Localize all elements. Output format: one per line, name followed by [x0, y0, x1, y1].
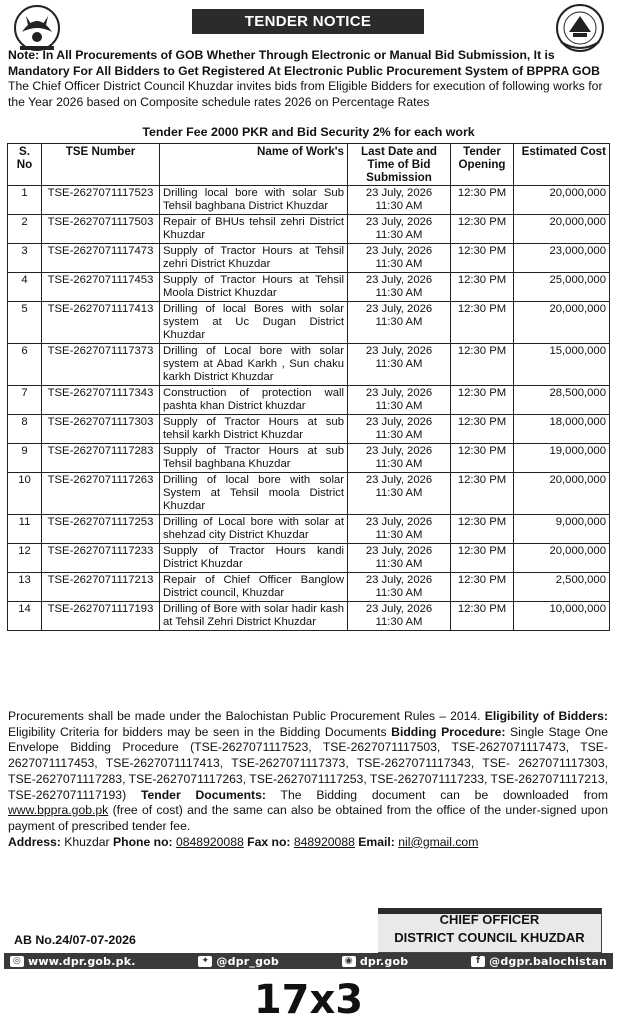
- ab-number: AB No.24/07-07-2026: [14, 933, 136, 947]
- cell-work-name: Drilling of Local bore with solar at shehzad city District Khuzdar: [160, 515, 348, 544]
- cell-estimated-cost: 19,000,000: [514, 444, 610, 473]
- bid-date: 23 July, 2026: [365, 345, 433, 357]
- table-header-row: [8, 144, 610, 186]
- cell-work-name: Supply of Tractor Hours at Tehsil Moola District Khuzdar: [160, 273, 348, 302]
- cell-tse-number: TSE-2627071117303: [42, 415, 160, 444]
- address-label: Address:: [8, 834, 61, 849]
- cell-work-name: Drilling of local bore with solar System at Tehsil moola District Khuzdar: [160, 473, 348, 515]
- cell-last-date: [348, 273, 451, 302]
- cell-tender-opening: 12:30 PM: [451, 444, 514, 473]
- cell-work-name: Drilling of Bore with solar hadir kash at Tehsil Zehri District Khuzdar: [160, 602, 348, 631]
- footer-web[interactable]: [10, 955, 136, 968]
- instagram-icon: ◉: [342, 956, 356, 967]
- cell-tender-opening: 12:30 PM: [451, 544, 514, 573]
- cell-last-date: [348, 515, 451, 544]
- footer-web-text: www.dpr.gob.pk.: [28, 954, 136, 968]
- cell-sno: 9: [8, 444, 42, 473]
- cell-tender-opening: 12:30 PM: [451, 186, 514, 215]
- bid-date: 23 July, 2026: [365, 603, 433, 615]
- cell-sno: 1: [8, 186, 42, 215]
- cell-work-name: Drilling of Local bore with solar system at Abad Karkh , Sun chaku karkh District Khuzdar: [160, 344, 348, 386]
- cell-last-date: [348, 602, 451, 631]
- cell-tender-opening: 12:30 PM: [451, 244, 514, 273]
- procedure-text: [8, 709, 608, 850]
- cell-estimated-cost: 28,500,000: [514, 386, 610, 415]
- bid-time: 11:30 AM: [375, 258, 423, 270]
- footer-facebook-text: @dgpr.balochistan: [489, 954, 607, 968]
- bid-date: 23 July, 2026: [365, 445, 433, 457]
- bid-time: 11:30 AM: [375, 529, 423, 541]
- cell-work-name: Supply of Tractor Hours at sub Tehsil baghbana Khuzdar: [160, 444, 348, 473]
- cell-estimated-cost: 20,000,000: [514, 544, 610, 573]
- bid-date: 23 July, 2026: [365, 545, 433, 557]
- bid-time: 11:30 AM: [375, 558, 423, 570]
- cell-tender-opening: 12:30 PM: [451, 515, 514, 544]
- cell-tse-number: TSE-2627071117263: [42, 473, 160, 515]
- bid-time: 11:30 AM: [375, 487, 423, 499]
- cell-tender-opening: 12:30 PM: [451, 602, 514, 631]
- footer-facebook[interactable]: [471, 955, 607, 968]
- eligibility-label: Eligibility of Bidders:: [484, 709, 608, 723]
- bid-time: 11:30 AM: [375, 587, 423, 599]
- header-tse-number: TSE Number: [42, 144, 160, 186]
- cell-sno: 12: [8, 544, 42, 573]
- fax-value[interactable]: 848920088: [293, 834, 355, 849]
- email-label: Email:: [358, 834, 395, 849]
- cell-work-name: Drilling of local Bores with solar system at Uc Dugan District Khuzdar: [160, 302, 348, 344]
- cell-estimated-cost: 2,500,000: [514, 573, 610, 602]
- table-row: [8, 602, 610, 631]
- bid-time: 11:30 AM: [375, 458, 423, 470]
- cell-tender-opening: 12:30 PM: [451, 215, 514, 244]
- table-row: [8, 573, 610, 602]
- cell-tse-number: TSE-2627071117373: [42, 344, 160, 386]
- district-council-seal: [549, 2, 611, 54]
- cell-estimated-cost: 25,000,000: [514, 273, 610, 302]
- cell-tender-opening: 12:30 PM: [451, 273, 514, 302]
- cell-last-date: [348, 244, 451, 273]
- cell-estimated-cost: 18,000,000: [514, 415, 610, 444]
- cell-sno: 3: [8, 244, 42, 273]
- cell-tse-number: TSE-2627071117233: [42, 544, 160, 573]
- table-row: [8, 244, 610, 273]
- cell-last-date: [348, 302, 451, 344]
- cell-last-date: [348, 473, 451, 515]
- table-row: [8, 302, 610, 344]
- bid-time: 11:30 AM: [375, 316, 423, 328]
- cell-estimated-cost: 20,000,000: [514, 473, 610, 515]
- header-estimated-cost: Estimated Cost: [514, 144, 610, 186]
- cell-tse-number: TSE-2627071117283: [42, 444, 160, 473]
- cell-sno: 4: [8, 273, 42, 302]
- fax-label: Fax no:: [247, 834, 291, 849]
- government-logo: [6, 2, 68, 54]
- bid-date: 23 July, 2026: [365, 274, 433, 286]
- table-row: [8, 344, 610, 386]
- cell-sno: 7: [8, 386, 42, 415]
- cell-tse-number: TSE-2627071117523: [42, 186, 160, 215]
- cell-estimated-cost: 10,000,000: [514, 602, 610, 631]
- header-sno: S. No: [8, 144, 42, 186]
- signature-block: [378, 908, 602, 953]
- bid-date: 23 July, 2026: [365, 303, 433, 315]
- header-last-date: Last Date and Time of Bid Submission: [348, 144, 451, 186]
- cell-tse-number: TSE-2627071117453: [42, 273, 160, 302]
- footer-instagram[interactable]: [342, 955, 409, 968]
- bid-date: 23 July, 2026: [365, 574, 433, 586]
- twitter-icon: ✦: [198, 956, 212, 967]
- facebook-icon: f: [471, 956, 485, 967]
- table-row: [8, 444, 610, 473]
- bidding-procedure-text: Single Stage One Envelope Bidding Procedure (TSE-2627071117523, TSE-2627071117503, TSE-2627071117473, TSE-2627071117453, TSE-2627071117413, TSE-2627071117373, TSE-2627071117343, TSE- 2627071117303, TSE-2627071117283, TSE-2627071117263, TSE-2627071117253, TSE-2627071117233, TSE-2627071117213, TSE-2627071117193): [8, 724, 608, 802]
- table-row: [8, 473, 610, 515]
- cell-tender-opening: 12:30 PM: [451, 473, 514, 515]
- cell-work-name: Construction of protection wall pashta khan District khuzdar: [160, 386, 348, 415]
- header-tender-opening: Tender Opening: [451, 144, 514, 186]
- cell-estimated-cost: 23,000,000: [514, 244, 610, 273]
- cell-last-date: [348, 544, 451, 573]
- intro-note-text: The Chief Officer District Council Khuzdar invites bids from Eligible Bidders for execution of following works for the Year 2026 based on Composite schedule rates 2026 on Percentage Rates: [8, 79, 603, 109]
- bid-date: 23 July, 2026: [365, 216, 433, 228]
- cell-last-date: [348, 344, 451, 386]
- cell-work-name: Drilling local bore with solar Sub Tehsil baghbana District Khuzdar: [160, 186, 348, 215]
- signature-office: DISTRICT COUNCIL KHUZDAR: [394, 930, 585, 945]
- tender-table: [7, 143, 610, 631]
- table-row: [8, 186, 610, 215]
- cell-last-date: [348, 386, 451, 415]
- tender-documents-label: Tender Documents:: [140, 787, 266, 802]
- eligibility-text: Eligibility Criteria for bidders may be seen in the Bidding Documents: [8, 724, 392, 739]
- cell-tender-opening: 12:30 PM: [451, 573, 514, 602]
- globe-icon: ◎: [10, 956, 24, 967]
- cell-sno: 11: [8, 515, 42, 544]
- cell-work-name: Supply of Tractor Hours at sub tehsil karkh District Khuzdar: [160, 415, 348, 444]
- table-row: [8, 273, 610, 302]
- bid-date: 23 July, 2026: [365, 245, 433, 257]
- ad-size-label: 17x3: [253, 977, 364, 1023]
- bidding-procedure-label: Bidding Procedure:: [391, 724, 506, 739]
- tender-fee-line: Tender Fee 2000 PKR and Bid Security 2% for each work: [142, 125, 475, 139]
- cell-tse-number: TSE-2627071117213: [42, 573, 160, 602]
- cell-sno: 14: [8, 602, 42, 631]
- tender-documents-text-2: (free of cost) and the same can also be obtained from the office of the under-signed upon payment of prescribed tender fee.: [8, 803, 608, 833]
- tender-documents-text: The Bidding document can be downloaded from: [265, 787, 608, 802]
- cell-tse-number: TSE-2627071117343: [42, 386, 160, 415]
- table-row: [8, 215, 610, 244]
- table-row: [8, 544, 610, 573]
- cell-estimated-cost: 15,000,000: [514, 344, 610, 386]
- cell-last-date: [348, 186, 451, 215]
- footer-twitter-text: @dpr_gob: [216, 954, 279, 968]
- cell-tender-opening: 12:30 PM: [451, 344, 514, 386]
- footer-bar: [4, 953, 613, 969]
- bid-time: 11:30 AM: [375, 229, 423, 241]
- footer-instagram-text: dpr.gob: [359, 954, 409, 968]
- intro-note: [8, 48, 608, 110]
- cell-last-date: [348, 415, 451, 444]
- bid-time: 11:30 AM: [375, 616, 423, 628]
- signature-title: CHIEF OFFICER: [439, 912, 540, 927]
- bid-time: 11:30 AM: [375, 200, 423, 212]
- cell-tender-opening: 12:30 PM: [451, 386, 514, 415]
- footer-twitter[interactable]: [198, 955, 279, 968]
- bid-time: 11:30 AM: [375, 429, 423, 441]
- cell-estimated-cost: 20,000,000: [514, 302, 610, 344]
- cell-tse-number: TSE-2627071117413: [42, 302, 160, 344]
- cell-last-date: [348, 215, 451, 244]
- bid-time: 11:30 AM: [375, 358, 423, 370]
- phone-label: Phone no:: [113, 834, 173, 849]
- bid-date: 23 July, 2026: [365, 187, 433, 199]
- bid-time: 11:30 AM: [375, 400, 423, 412]
- cell-work-name: Supply of Tractor Hours kandi District Khuzdar: [160, 544, 348, 573]
- bid-date: 23 July, 2026: [365, 516, 433, 528]
- cell-work-name: Repair of BHUs tehsil zehri District Khuzdar: [160, 215, 348, 244]
- procedure-rules: Procurements shall be made under the Balochistan Public Procurement Rules – 2014.: [8, 709, 481, 723]
- cell-sno: 6: [8, 344, 42, 386]
- bid-date: 23 July, 2026: [365, 416, 433, 428]
- bppra-link[interactable]: www.bppra.gob.pk: [8, 803, 109, 818]
- tender-notice-title: TENDER NOTICE: [192, 9, 424, 34]
- cell-sno: 10: [8, 473, 42, 515]
- cell-tse-number: TSE-2627071117193: [42, 602, 160, 631]
- cell-sno: 5: [8, 302, 42, 344]
- bid-date: 23 July, 2026: [365, 387, 433, 399]
- cell-sno: 8: [8, 415, 42, 444]
- cell-estimated-cost: 9,000,000: [514, 515, 610, 544]
- cell-estimated-cost: 20,000,000: [514, 215, 610, 244]
- bid-time: 11:30 AM: [375, 287, 423, 299]
- cell-last-date: [348, 444, 451, 473]
- address-value: Khuzdar: [60, 834, 113, 849]
- cell-tse-number: TSE-2627071117503: [42, 215, 160, 244]
- intro-note-bold: Note: In All Procurements of GOB Whether Through Electronic or Manual Bid Submission, It is Mandatory For All Bidders to Get Registered At Electronic Public Procurement System of BPPRA GOB: [8, 48, 600, 78]
- cell-sno: 13: [8, 573, 42, 602]
- cell-work-name: Supply of Tractor Hours at Tehsil zehri District Khuzdar: [160, 244, 348, 273]
- cell-estimated-cost: 20,000,000: [514, 186, 610, 215]
- email-value[interactable]: nil@gmail.com: [398, 834, 479, 849]
- header-work-name: Name of Work's: [160, 144, 348, 186]
- phone-value[interactable]: 0848920088: [175, 834, 244, 849]
- cell-work-name: Repair of Chief Officer Banglow District council, Khuzdar: [160, 573, 348, 602]
- bid-date: 23 July, 2026: [365, 474, 433, 486]
- cell-last-date: [348, 573, 451, 602]
- cell-tender-opening: 12:30 PM: [451, 302, 514, 344]
- cell-tse-number: TSE-2627071117473: [42, 244, 160, 273]
- cell-tse-number: TSE-2627071117253: [42, 515, 160, 544]
- cell-sno: 2: [8, 215, 42, 244]
- table-row: [8, 415, 610, 444]
- table-row: [8, 515, 610, 544]
- cell-tender-opening: 12:30 PM: [451, 415, 514, 444]
- table-row: [8, 386, 610, 415]
